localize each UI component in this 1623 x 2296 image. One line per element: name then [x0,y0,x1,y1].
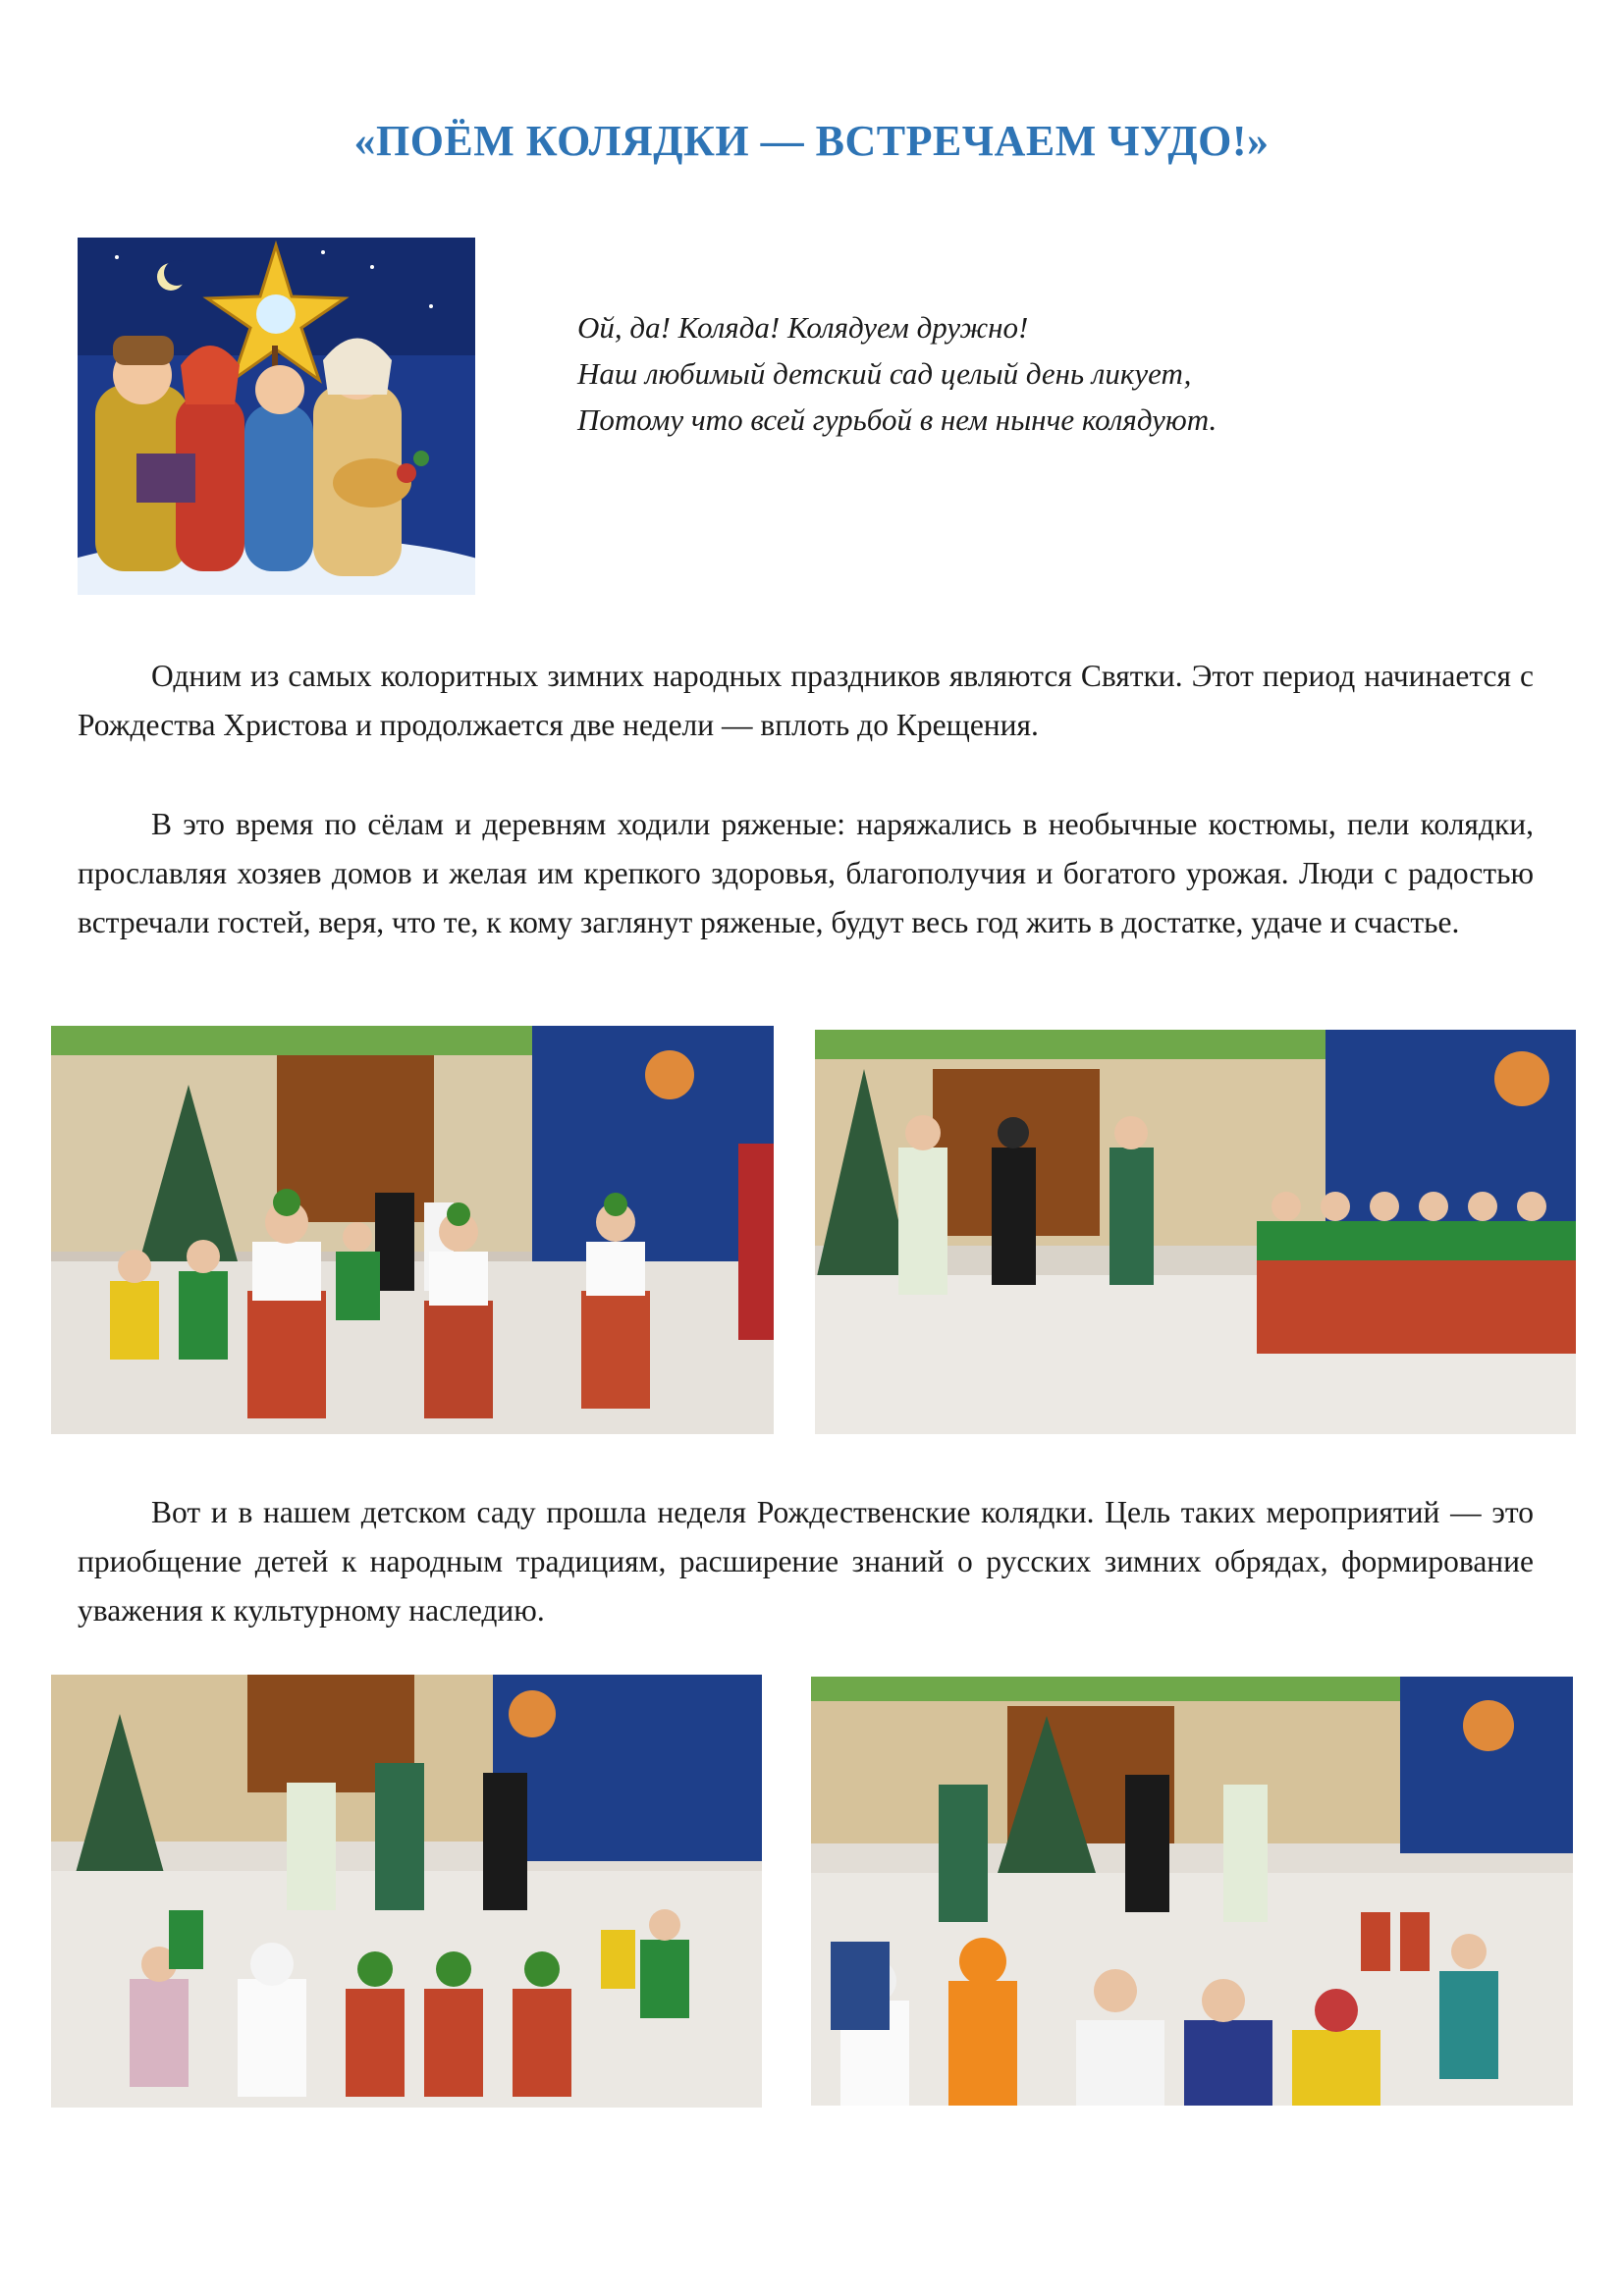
paragraph-kindergarten: Вот и в нашем детском саду прошла неделя Рождественские колядки. Цель таких мероприятий — это приобщение детей к народным традициям, расширение знаний о русских зимних обрядах, формирование уважения к культурному наследию. [78,1495,1534,1628]
paragraph-svyatki: Одним из самых колоритных зимних народных праздников являются Святки. Этот период начинается с Рождества Христова и продолжается две недели — вплоть до Крещения. [78,659,1534,742]
poem-line: Ой, да! Коляда! Колядуем дружно! [577,310,1029,345]
paragraph-ryazhenye: В это время по сёлам и деревням ходили ряженые: наряжались в необычные костюмы, пели колядки, прославляя хозяев домов и желая им крепкого здоровья, благополучия и богатого урожая. Люди с радостью встречали гостей, веря, что те, к кому заглянут ряженые, будут весь год жить в достатке, удаче и счастье. [78,807,1534,939]
poem-line: Потому что всей гурьбой в нем нынче колядуют. [577,402,1217,437]
caroling-illustration [78,238,475,595]
poem [577,304,1461,443]
photo-round-dance-2 [51,1675,762,2108]
photo-performance [815,1030,1576,1434]
poem-line: Наш любимый детский сад целый день ликует, [577,356,1192,391]
page-title: «ПОЁМ КОЛЯДКИ — ВСТРЕЧАЕМ ЧУДО!» [353,117,1270,165]
photo-round-dance-3 [811,1677,1573,2106]
photo-round-dance-1 [51,1026,774,1434]
